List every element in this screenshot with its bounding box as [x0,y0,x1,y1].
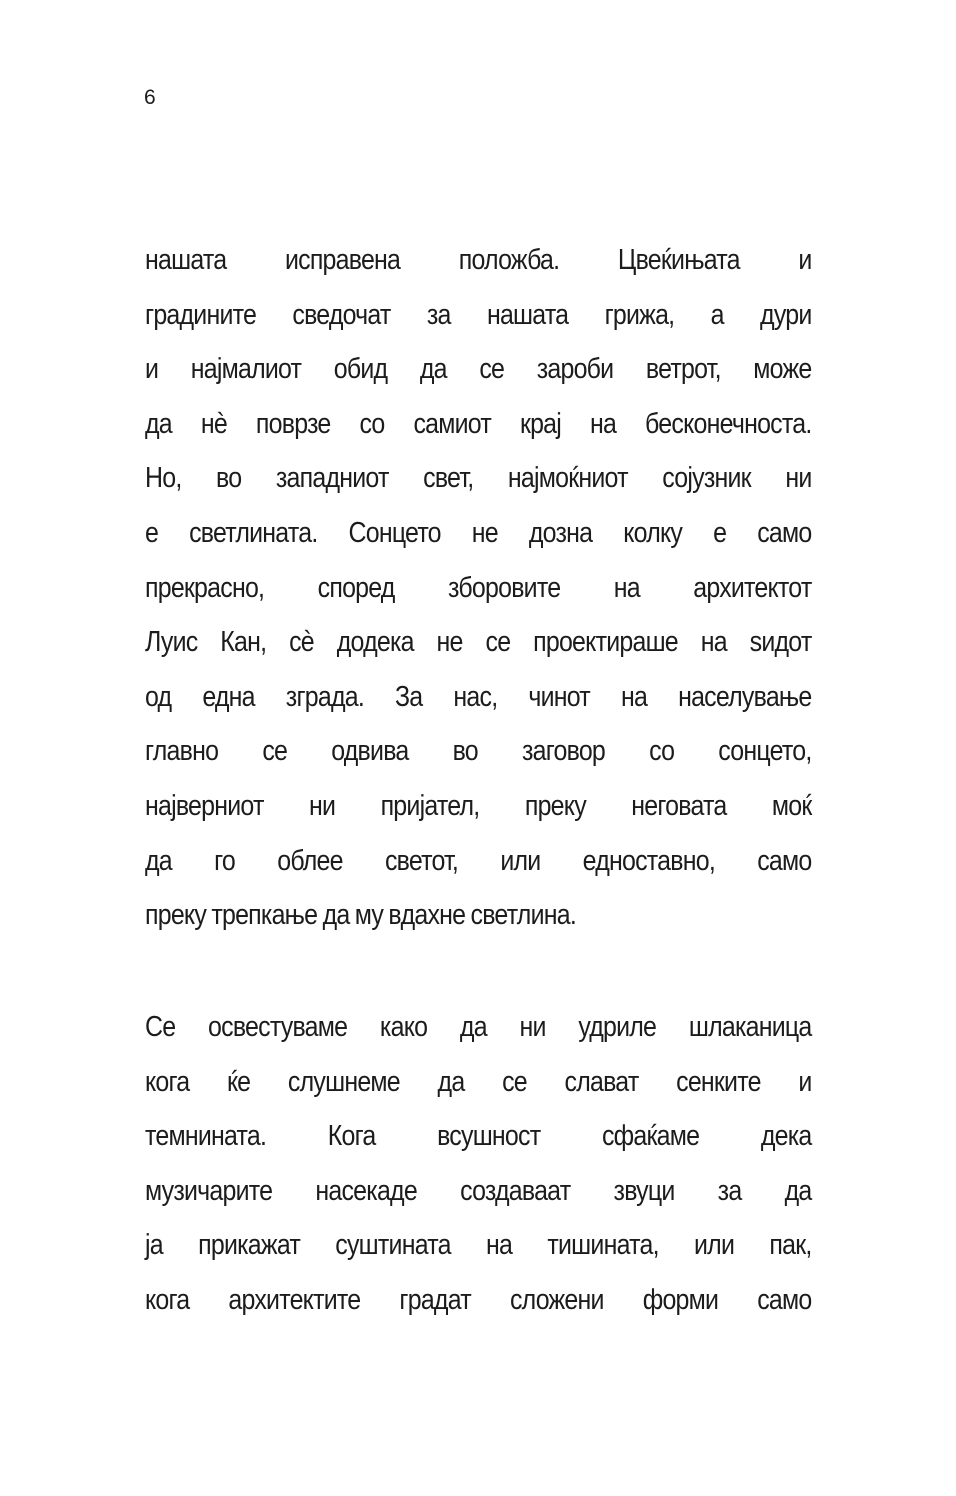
text-line: Се освестуваме како да ни удриле шлаканица [145,1011,812,1043]
text-line: кога ќе слушнеме да се слават сенките и [145,1065,812,1098]
text-line: Луис Кан, сè додека не се проектираше на ѕидот [145,626,812,659]
text-line: од една зграда. За нас, чинот на населување [145,680,812,713]
text-line: градините сведочат за нашата грижа, а дури [145,298,812,331]
text-line: прекрасно, според зборовите на архитектот [145,571,812,604]
text-line: и најмалиот обид да се зароби ветрот, може [145,353,812,386]
text-line: Но, во западниот свет, најмоќниот сојузник ни [145,462,812,495]
text-line: нашата исправена положба. Цвеќињата и [145,244,812,276]
text-line: е светлината. Сонцето не дозна колку е само [145,516,812,549]
page-number: 6 [144,86,156,109]
text-line: кога архитектите градат сложени форми само [145,1283,812,1316]
paragraph-1 [145,241,812,951]
text-line: музичарите насекаде создаваат звуци за да [145,1174,812,1207]
text-line-last: преку трепкање да му вдахне светлина. [145,899,576,932]
text-line: главно се одвива во заговор со сонцето, [145,735,812,768]
text-line: ја прикажат суштината на тишината, или пак, [145,1229,812,1262]
text-line: да го облее светот, или едноставно, само [145,844,812,877]
paragraph-2 [145,1008,812,1336]
text-line: најверниот ни пријател, преку неговата моќ [145,789,812,822]
text-line: да нè поврзе со самиот крај на бесконечноста. [145,407,812,440]
text-line: темнината. Кога всушност сфаќаме дека [145,1120,812,1153]
